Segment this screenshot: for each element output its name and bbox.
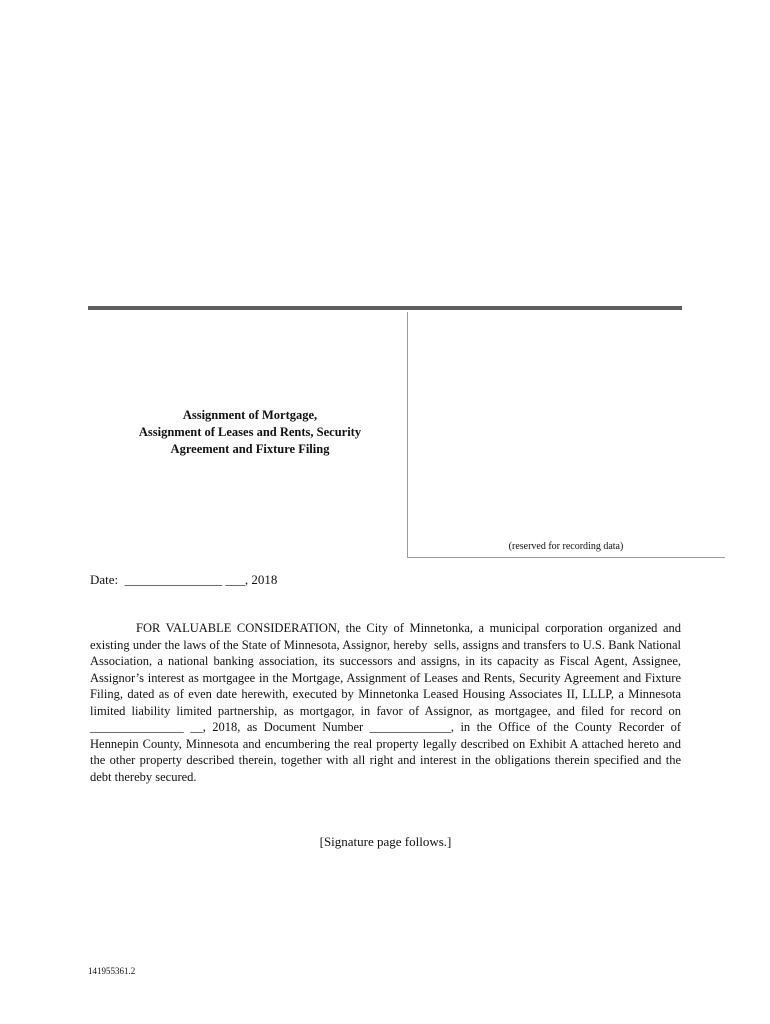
body-paragraph: FOR VALUABLE CONSIDERATION, the City of Minnetonka, a municipal corporation organized and existing under the laws of the State of Minnesota, Assignor, hereby sells, assigns and transfers to U.S. Bank National Association, a national banking association, its successors and assigns, in its capacity as Fiscal Agent, Assignee, Assignor’s interest as mortgagee in the Mortgage, Assignment of Leases and Rents, Security Agreement and Fixture Filing, dated as of even date herewith, executed by Minnetonka Leased Housing Associates II, LLLP, a Minnesota limited liability limited partnership, as mortgagor, in favor of Assignor, as mortgagee, and filed for record on _______________ __, 2018, as Document Number _____________, in the Office of the County Recorder of Hennepin County, Minnesota and encumbering the real property legally described on Exhibit A attached hereto and the other property described therein, together with all right and interest in the obligations therein specified and the debt thereby secured. (90, 621, 685, 784)
date-line: Date: _______________ ___, 2018 (90, 572, 278, 587)
title-line-2: Assignment of Leases and Rents, Security (138, 425, 362, 439)
signature-note: [Signature page follows.] (319, 834, 452, 849)
document-title (100, 407, 400, 458)
title-line-1: Assignment of Mortgage, (182, 408, 318, 422)
title-line-3: Agreement and Fixture Filing (170, 442, 330, 456)
recording-area-divider (407, 312, 408, 558)
document-number: 141955361.2 (88, 966, 136, 976)
header-rule (88, 306, 682, 310)
recording-note: (reserved for recording data) (508, 541, 624, 552)
recording-area-bottom-rule (407, 557, 725, 558)
